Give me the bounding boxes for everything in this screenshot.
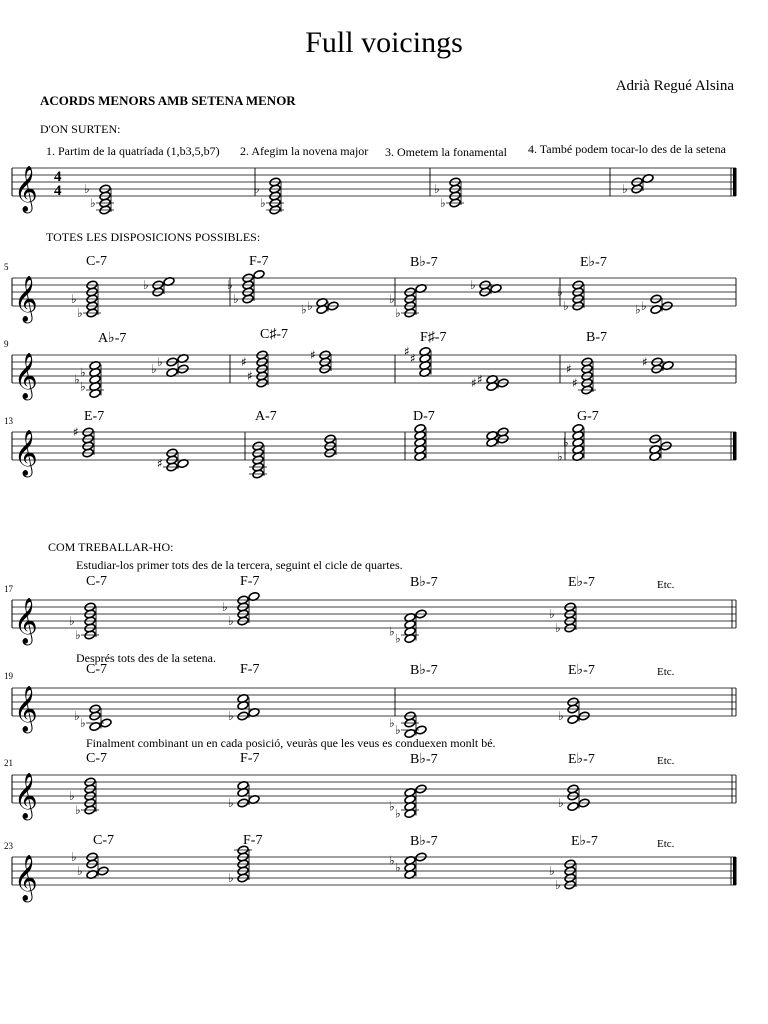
flat-icon: ♭	[74, 372, 80, 387]
chord-symbol: F♯-7	[420, 330, 447, 345]
chord-symbol: E♭-7	[580, 255, 607, 270]
flat-icon: ♭	[549, 607, 555, 621]
flat-icon: ♭	[80, 365, 86, 380]
music-staff-system-21	[0, 767, 768, 821]
flat-icon: ♭	[389, 716, 395, 730]
step-1-label: 1. Partim de la quatríada (1,b3,5,b7)	[46, 144, 220, 158]
measure-number: 9	[4, 339, 9, 349]
sharp-icon: ♯	[642, 355, 648, 369]
sharp-icon: ♯	[471, 376, 477, 390]
flat-icon: ♭	[395, 631, 401, 646]
flat-icon: ♭	[635, 302, 641, 317]
chord-symbol: B♭-7	[410, 255, 438, 270]
flat-icon: ♭	[260, 196, 266, 210]
flat-icon: ♭	[395, 723, 401, 737]
flat-icon: ♭	[254, 182, 260, 196]
instruction-1: Estudiar-los primer tots des de la tercera, seguint el cicle de quartes.	[76, 558, 403, 572]
flat-icon: ♭	[470, 278, 476, 292]
composer-name: Adrià Regué Alsina	[615, 78, 734, 94]
flat-icon: ♭	[228, 709, 234, 723]
flat-icon: ♭	[395, 806, 401, 821]
flat-icon: ♭	[563, 299, 569, 313]
step-2-label: 2. Afegim la novena major	[240, 144, 369, 158]
flat-icon: ♭	[389, 799, 395, 814]
chord-symbol: D-7	[413, 409, 435, 424]
etc-label: Etc.	[657, 666, 675, 678]
chord-symbol: E♭-7	[568, 575, 595, 590]
chord-symbol: E♭-7	[571, 834, 598, 849]
flat-icon: ♭	[389, 292, 395, 306]
sharp-icon: ♯	[477, 372, 483, 387]
chord-symbol: F-7	[240, 574, 260, 589]
flat-icon: ♭	[222, 600, 228, 614]
page-title: Full voicings	[305, 26, 463, 59]
flat-icon: ♭	[228, 796, 234, 810]
flat-icon: ♭	[228, 614, 234, 628]
music-staff-system-17	[0, 592, 768, 646]
music-staff-system-13	[0, 424, 768, 474]
step-4-label: 4. També podem tocar-lo des de la setena	[528, 142, 726, 156]
instruction-2: Després tots des de la setena.	[76, 651, 216, 665]
flat-icon: ♭	[228, 871, 234, 885]
flat-icon: ♭	[389, 624, 395, 639]
music-staff-system-9	[0, 344, 768, 399]
chord-symbol: F-7	[240, 662, 260, 677]
flat-icon: ♭	[74, 709, 80, 723]
flat-icon: ♭	[555, 621, 561, 635]
time-signature-top: 4	[54, 169, 62, 185]
treble-clef-icon: 𝄞	[14, 166, 38, 212]
final-barline-thick	[733, 432, 737, 460]
measure-number: 23	[4, 841, 13, 851]
chord-symbol: C-7	[93, 833, 114, 848]
chord-symbol: B-7	[586, 330, 607, 345]
section-label-practice: COM TREBALLAR-HO:	[48, 540, 174, 554]
measure-number: 13	[4, 416, 13, 426]
sharp-icon: ♯	[157, 456, 163, 471]
flat-icon: ♭	[75, 628, 81, 642]
flat-icon: ♭	[557, 449, 563, 464]
chord-symbol: C-7	[86, 662, 107, 677]
etc-label: Etc.	[657, 755, 675, 767]
chord-symbol: E♭-7	[568, 752, 595, 767]
music-staff-system-23	[0, 849, 768, 899]
chord-symbol: C♯-7	[260, 327, 288, 342]
chord-symbol: B♭-7	[410, 752, 438, 767]
etc-label: Etc.	[657, 579, 675, 591]
chord-symbol: C-7	[86, 254, 107, 269]
chord-symbol: F-7	[249, 254, 269, 269]
treble-clef-icon: 𝄞	[14, 430, 38, 476]
flat-icon: ♭	[71, 850, 77, 864]
chord-symbol: B♭-7	[410, 663, 438, 678]
flat-icon: ♭	[84, 182, 90, 196]
flat-icon: ♭	[389, 853, 395, 868]
section-label-origin: D'ON SURTEN:	[40, 122, 121, 136]
chord-symbol: B♭-7	[410, 834, 438, 849]
chord-symbol: E-7	[84, 409, 105, 424]
instruction-3: Finalment combinant un en cada posició, veuràs que les veus es conduexen monlt bé.	[86, 736, 496, 750]
step-3-label: 3. Ometem la fonamental	[385, 145, 507, 159]
final-barline-thick	[733, 857, 737, 885]
music-staff-system-19	[0, 680, 768, 737]
section-label-positions: TOTES LES DISPOSICIONS POSSIBLES:	[46, 230, 261, 244]
flat-icon: ♭	[563, 435, 569, 450]
chord-symbol: C-7	[86, 751, 107, 766]
treble-clef-icon: 𝄞	[14, 686, 38, 732]
flat-icon: ♭	[301, 302, 307, 317]
chord-symbol: F-7	[240, 751, 260, 766]
treble-clef-icon: 𝄞	[14, 773, 38, 819]
flat-icon: ♭	[307, 299, 313, 313]
treble-clef-icon: 𝄞	[14, 855, 38, 901]
flat-icon: ♭	[143, 278, 149, 292]
flat-icon: ♭	[77, 864, 83, 878]
note-head	[100, 718, 112, 728]
sharp-icon: ♯	[410, 351, 416, 366]
chord-symbol: B♭-7	[410, 575, 438, 590]
flat-icon: ♭	[69, 614, 75, 628]
flat-icon: ♭	[395, 306, 401, 320]
chord-symbol: C-7	[86, 574, 107, 589]
chord-symbol: F-7	[243, 833, 263, 848]
time-signature-bottom: 4	[54, 183, 62, 199]
flat-icon: ♭	[80, 379, 86, 394]
measure-number: 21	[4, 758, 13, 768]
flat-icon: ♭	[440, 196, 446, 210]
flat-icon: ♭	[233, 292, 239, 306]
measure-number: 19	[4, 671, 13, 681]
sharp-icon: ♯	[310, 348, 316, 362]
flat-icon: ♭	[77, 306, 83, 320]
measure-number: 17	[4, 584, 13, 594]
flat-icon: ♭	[395, 860, 401, 875]
chord-symbol: E♭-7	[568, 663, 595, 678]
sharp-icon: ♯	[241, 355, 247, 369]
chord-symbol: A♭-7	[98, 331, 127, 346]
flat-icon: ♭	[71, 292, 77, 306]
flat-icon: ♭	[434, 182, 440, 196]
sharp-icon: ♯	[572, 376, 578, 390]
etc-label: Etc.	[657, 838, 675, 850]
measure-number: 5	[4, 262, 9, 272]
flat-icon: ♭	[622, 182, 628, 196]
music-staff-system-1	[0, 160, 768, 210]
treble-clef-icon: 𝄞	[14, 353, 38, 399]
sharp-icon: ♯	[566, 362, 572, 376]
flat-icon: ♭	[157, 355, 163, 369]
treble-clef-icon: 𝄞	[14, 276, 38, 322]
flat-icon: ♭	[69, 789, 75, 803]
flat-icon: ♭	[558, 709, 564, 723]
flat-icon: ♭	[151, 362, 157, 376]
sharp-icon: ♯	[247, 369, 253, 383]
flat-icon: ♭	[80, 716, 86, 730]
flat-icon: ♭	[641, 299, 647, 313]
chord-symbol: G-7	[577, 409, 599, 424]
music-staff-system-5	[0, 270, 768, 320]
treble-clef-icon: 𝄞	[14, 598, 38, 644]
flat-icon: ♭	[90, 196, 96, 210]
flat-icon: ♭	[227, 278, 233, 292]
final-barline-thick	[733, 168, 737, 196]
flat-icon: ♭	[557, 285, 563, 299]
flat-icon: ♭	[75, 803, 81, 817]
flat-icon: ♭	[558, 796, 564, 810]
flat-icon: ♭	[549, 864, 555, 878]
sharp-icon: ♯	[73, 425, 79, 439]
note-head	[415, 725, 427, 735]
sharp-icon: ♯	[404, 344, 410, 359]
section-heading: ACORDS MENORS AMB SETENA MENOR	[40, 93, 296, 108]
flat-icon: ♭	[555, 878, 561, 892]
chord-symbol: A-7	[255, 409, 277, 424]
